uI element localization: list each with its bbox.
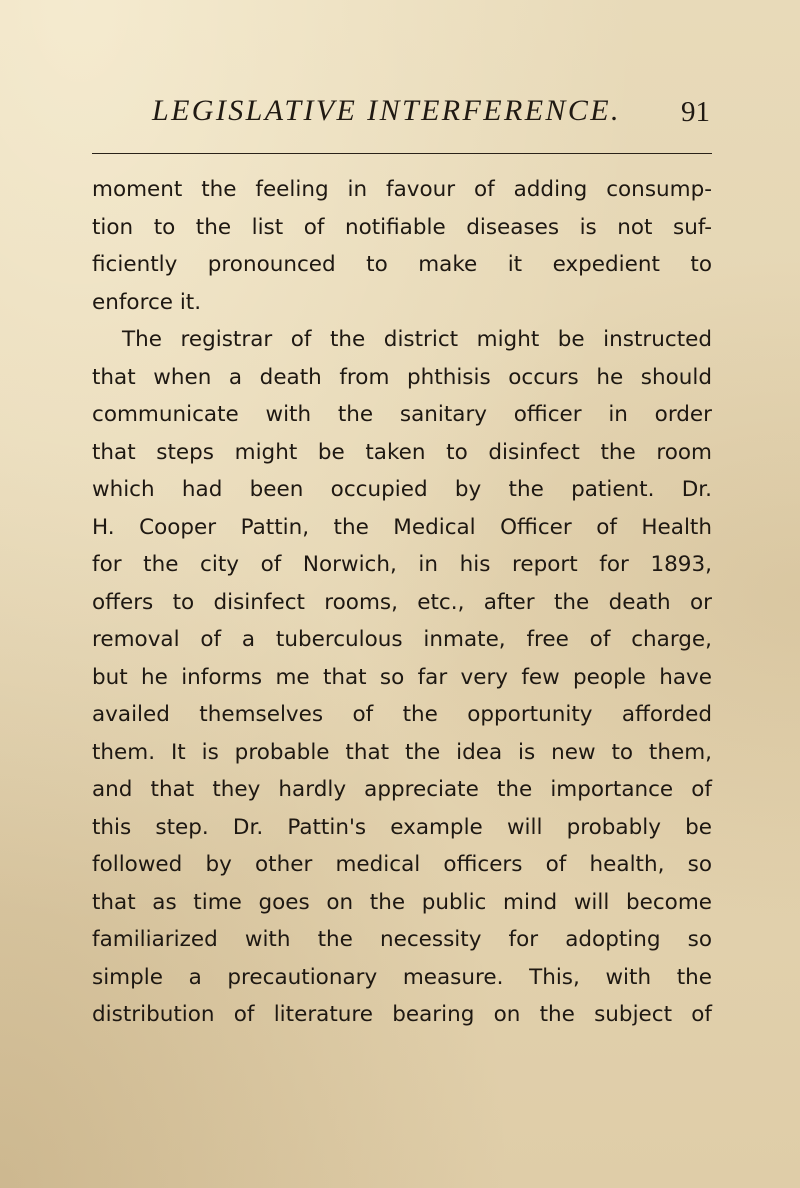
running-title: LEGISLATIVE INTERFERENCE. — [152, 94, 621, 127]
text-line: that steps might be taken to disinfect the room — [92, 439, 712, 465]
text-line: communicate with the sanitary officer in order — [92, 402, 712, 427]
text-line: followed by other medical officers of health, so — [92, 852, 712, 877]
body-text — [92, 171, 712, 1034]
text-line: distribution of literature bearing on the subject of — [92, 1002, 712, 1027]
text-line: familiarized with the necessity for adopting so — [92, 927, 712, 952]
text-line: for the city of Norwich, in his report for 1893, — [92, 552, 712, 577]
text-line: availed themselves of the opportunity afforded — [92, 702, 712, 727]
page-header — [152, 94, 712, 138]
text-line: removal of a tuberculous inmate, free of charge, — [92, 627, 712, 652]
text-line: ficiently pronounced to make it expedient to — [92, 252, 712, 277]
text-line: tion to the list of notifiable diseases is not suf- — [92, 214, 712, 240]
text-line: this step. Dr. Pattin's example will probably be — [92, 814, 712, 840]
page-number: 91 — [681, 96, 710, 128]
text-line: H. Cooper Pattin, the Medical Officer of Health — [92, 514, 712, 540]
text-line: offers to disinfect rooms, etc., after the death or — [92, 589, 712, 615]
text-line: that when a death from phthisis occurs he should — [92, 364, 712, 390]
text-line: but he informs me that so far very few people have — [92, 664, 712, 690]
text-line: them. It is probable that the idea is new to them, — [92, 739, 712, 765]
text-line: moment the feeling in favour of adding consump- — [92, 177, 712, 202]
text-line: which had been occupied by the patient. Dr. — [92, 477, 712, 502]
text-line: that as time goes on the public mind will become — [92, 889, 712, 915]
text-line: and that they hardly appreciate the importance of — [92, 777, 712, 802]
text-line: simple a precautionary measure. This, with the — [92, 964, 712, 990]
text-line: The registrar of the district might be instructed — [122, 327, 712, 352]
text-line: enforce it. — [92, 289, 202, 315]
header-rule — [92, 153, 712, 154]
